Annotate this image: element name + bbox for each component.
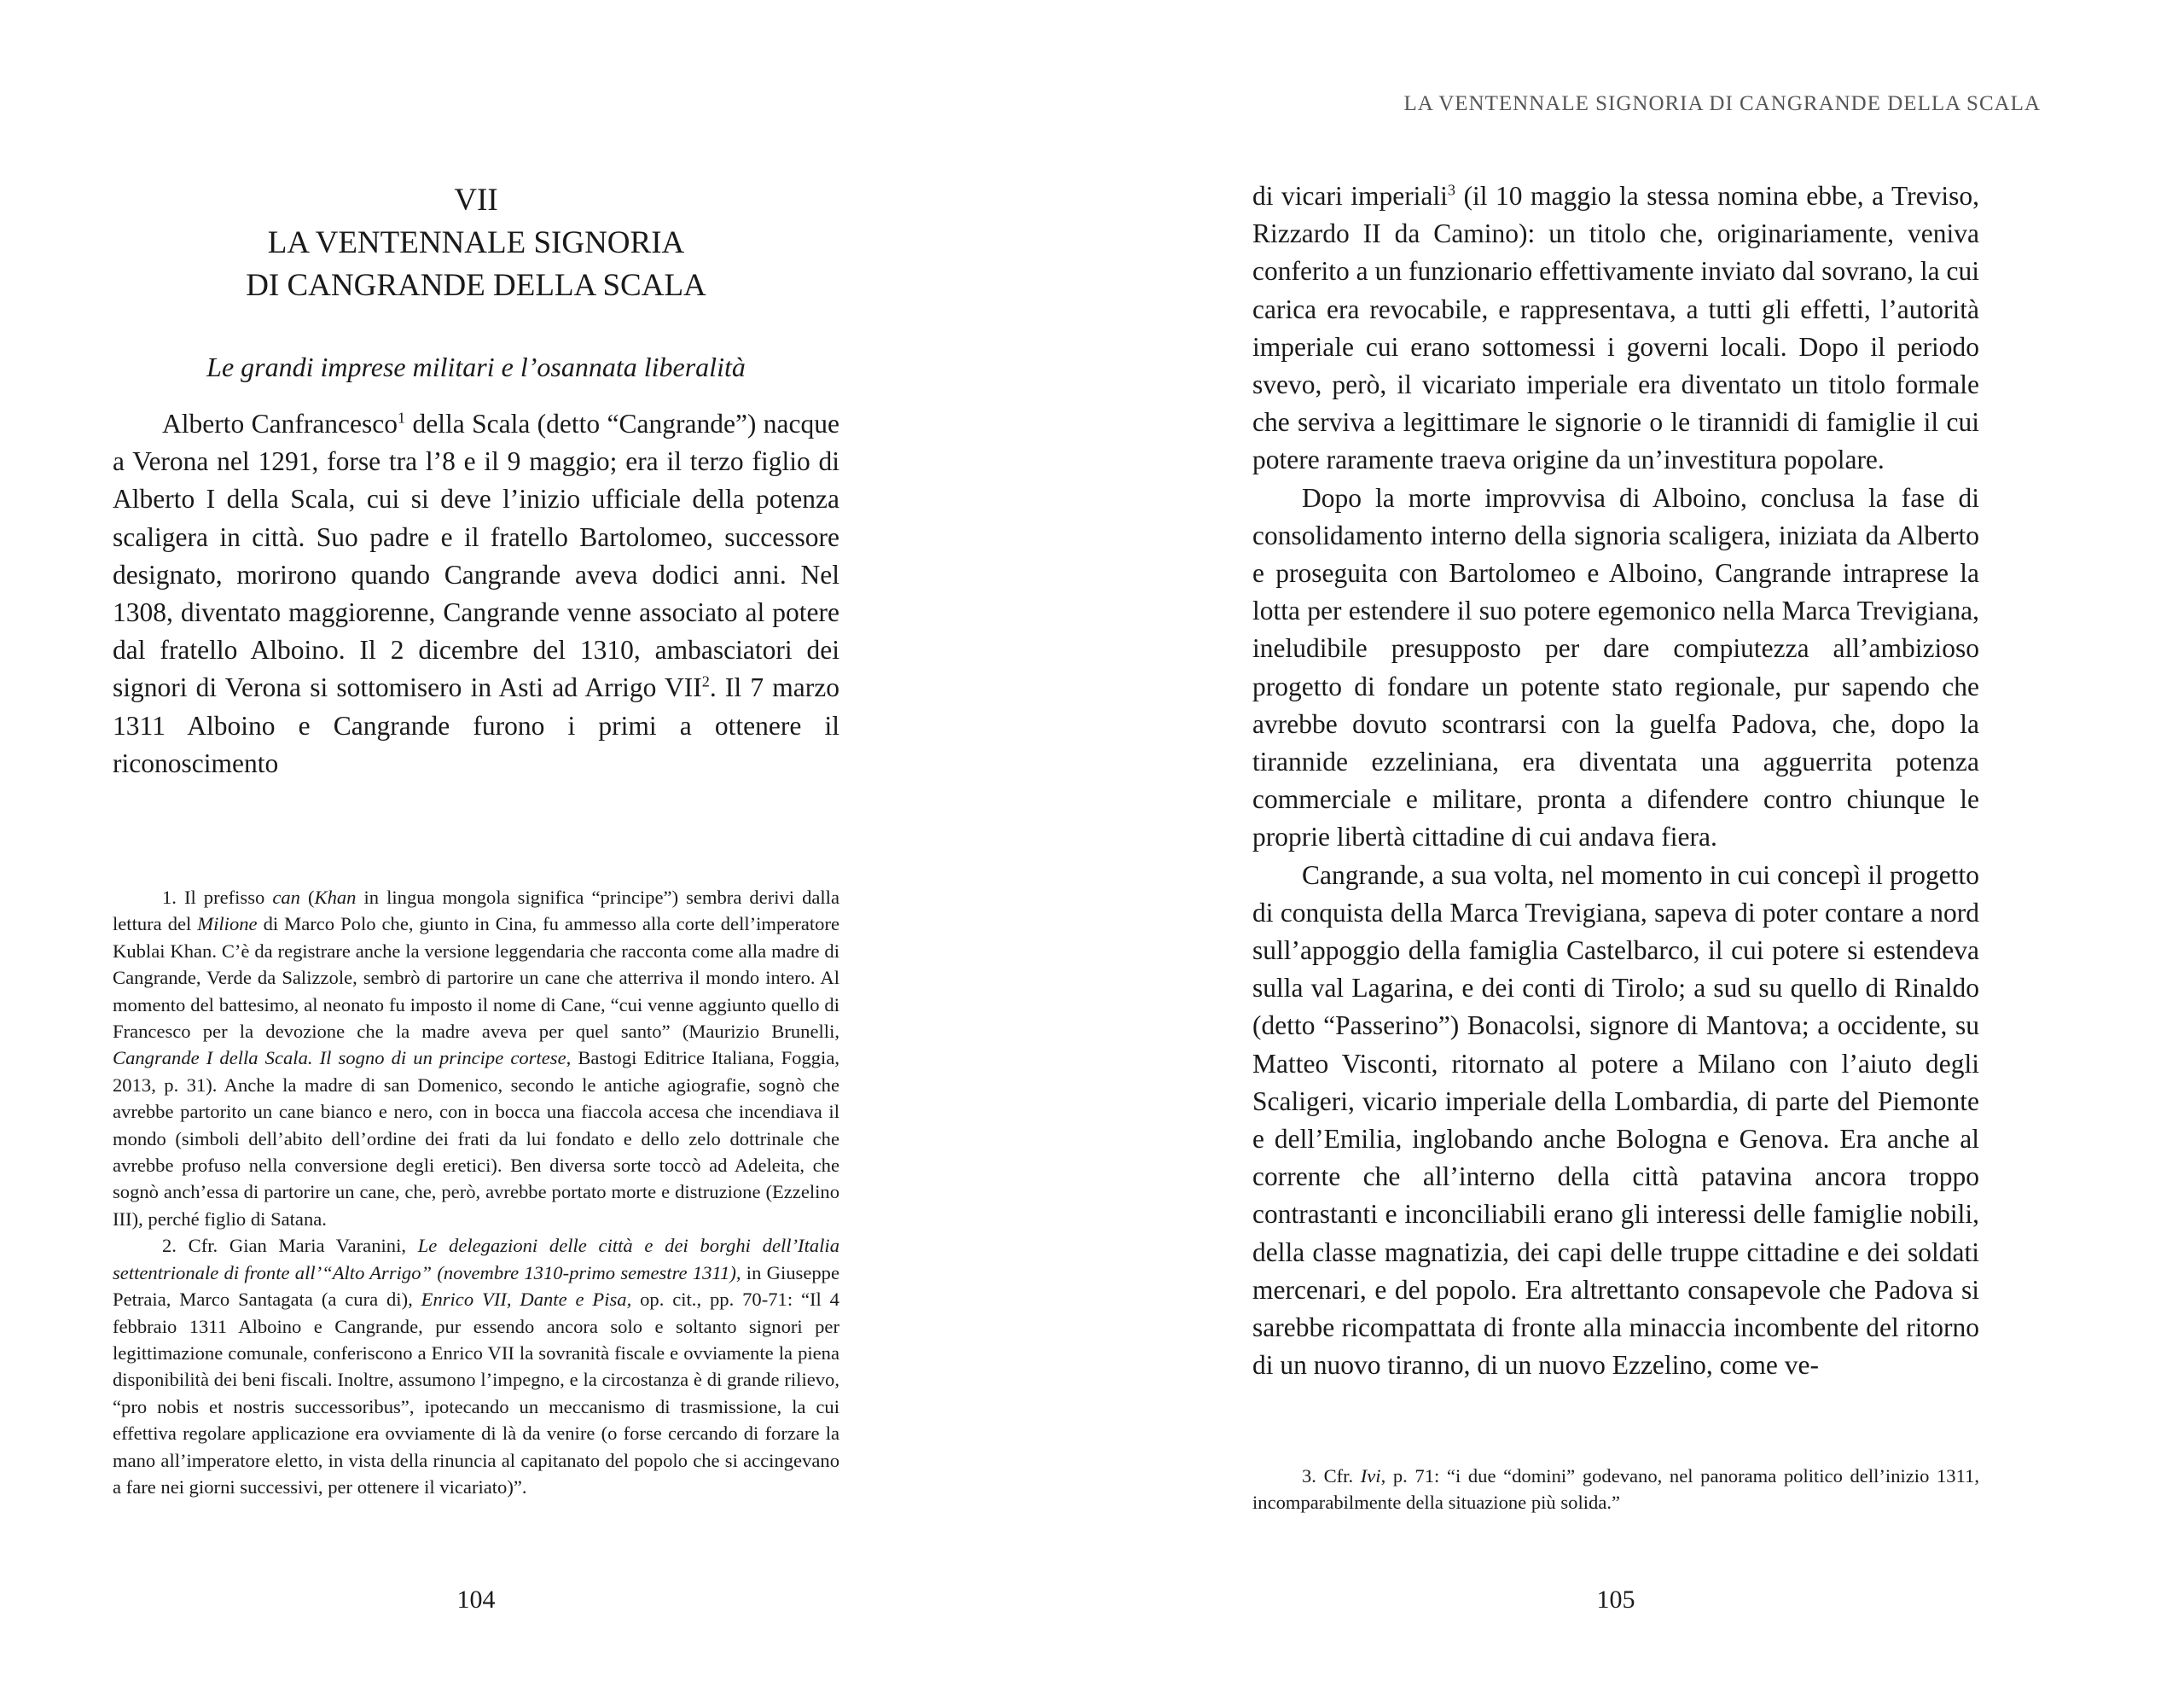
text-run: in Giuseppe Petraia, Marco Santagata (a cura di), xyxy=(113,1261,839,1311)
italic-run: can xyxy=(272,887,300,908)
footnote-ref-1: 1 xyxy=(398,409,406,427)
left-paragraph-1 xyxy=(113,405,839,783)
text-run: op. cit., pp. 70-71: “Il 4 febbraio 1311 Alboino e Cangrande, pur essendo ancora solo e soltanto signori per legittimazione comunale, conferiscono a Enrico VII la sovranità fiscale e ovviamente la piena disponibilità dei beni fiscali. Inoltre, assumono l’impegno, e la circostanza è di grande rilievo, “pro nobis et nostris successoribus”, ipotecando un meccanismo di trasmissione, la cui effettiva regolare applicazione era ovviamente di là da venire (o forse cercando di forzare la mano all’imperatore eletto, in vista della rinuncia al capitanato del popolo che si accingevano a fare nei giorni successivi, per ottenere il vicariato)”. xyxy=(113,1289,839,1498)
right-paragraph-2: Dopo la morte improvvisa di Alboino, conclusa la fase di consolidamento interno della signoria scaligera, iniziata da Alberto e proseguita con Bartolomeo e Alboino, Cangrande intraprese la lotta per estendere il suo potere egemonico nella Marca Trevigiana, ineludibile presupposto per dare compiutezza all’ambizioso progetto di fondare un potente stato regionale, pur sapendo che avrebbe dovuto scontrarsi con la guelfa Padova, che, dopo la tirannide ezzeliniana, era diventata una agguerrita potenza commerciale e militare, pronta a difendere contro chiunque le proprie libertà cittadine di cui andava fiera. xyxy=(1252,482,1979,852)
footnote-2 xyxy=(113,1232,839,1500)
text-run: (il 10 maggio la stessa nomina ebbe, a Treviso, Rizzardo II da Camino): un titolo che, originariamente, veniva conferito a un funzionario effettivamente inviato dal sovrano, la cui carica era revocabile, e rappresentava, a tutti gli effetti, l’autorità imperiale cui erano sottomessi i governi locali. Dopo il periodo svevo, però, il vicariato imperiale era diventato un titolo formale che serviva a legittimare le signorie o le tirannidi di famiglie il cui potere raramente traeva origine da un’investitura popolare. xyxy=(1252,181,1979,475)
footnote-3 xyxy=(1252,1463,1979,1516)
right-paragraph-1 xyxy=(1252,177,1979,480)
page-number-right: 105 xyxy=(1596,1586,1635,1614)
text-run: , Bastogi Editrice Italiana, Foggia, 2013, p. 31). Anche la madre di san Domenico, secondo le antiche agiografie, sognò che avrebbe partorito un cane bianco e nero, con in bocca una fiaccola accesa che incendiava il mondo (simboli dell’abito dell’ordine dei frati da lui fondato e dello zelo dottrinale che avrebbe profuso nella conversione degli eretici). Ben diversa sorte toccò ad Adeleita, che sognò anch’essa di partorire un cane, che, però, avrebbe portato morte e distruzione (Ezzelino III), perché figlio di Satana. xyxy=(113,1047,839,1230)
right-footnotes xyxy=(1252,1463,1979,1516)
italic-run: Milione xyxy=(197,913,258,935)
section-title: Le grandi imprese militari e l’osannata liberalità xyxy=(206,352,746,382)
text-run: . Il 7 marzo 1311 Alboino e Cangrande furono i primi a ottenere il riconoscimento xyxy=(113,672,839,778)
italic-run: Enrico VII, Dante e Pisa, xyxy=(421,1289,632,1311)
right-body-text xyxy=(1252,177,1979,1385)
footnote-ref-2: 2 xyxy=(701,672,710,690)
left-footnotes xyxy=(113,884,839,1500)
text-run: ( xyxy=(299,887,315,908)
text-run: di vicari imperiali xyxy=(1252,181,1448,211)
italic-run: Khan xyxy=(314,887,357,908)
right-page xyxy=(1092,0,2184,1699)
chapter-number: VII xyxy=(454,183,498,218)
left-body-text xyxy=(113,405,839,783)
chapter-heading xyxy=(113,179,839,307)
text-run: 2. Cfr. Gian Maria Varanini, xyxy=(162,1235,418,1257)
italic-run: Ivi xyxy=(1360,1465,1381,1487)
text-run: , p. 71: “i due “domini” godevano, nel panorama politico dell’inizio 1311, incomparabilmente della situazione più solida.” xyxy=(1252,1465,1979,1514)
running-head: LA VENTENNALE SIGNORIA DI CANGRANDE DELLA SCALA xyxy=(1403,92,2041,115)
footnote-ref-3: 3 xyxy=(1447,181,1456,199)
footnote-1 xyxy=(113,884,839,1232)
text-run: della Scala (detto “Cangrande”) nacque a Verona nel 1291, forse tra l’8 e il 9 maggio; era il terzo figlio di Alberto I della Scala, cui si deve l’inizio ufficiale della potenza scaligera in città. Suo padre e il fratello Bartolomeo, successore designato, morirono quando Cangrande aveva dodici anni. Nel 1308, diventato maggiorenne, Cangrande venne associato al potere dal fratello Alboino. Il 2 dicembre del 1310, ambasciatori dei signori di Verona si sottomisero in Asti ad Arrigo VII xyxy=(113,409,839,703)
chapter-title-line2: DI CANGRANDE DELLA SCALA xyxy=(246,268,706,303)
italic-run: Le delegazioni delle città e dei borghi dell’Italia settentrionale di fronte all’“Alto Arrigo” (novembre 1310-primo semestre 1311), xyxy=(113,1235,839,1283)
italic-run: Cangrande I della Scala. Il sogno di un principe cortese xyxy=(113,1047,566,1069)
text-run: 3. Cfr. xyxy=(1302,1465,1361,1487)
text-run: Alberto Canfrancesco xyxy=(162,409,398,439)
text-run: 1. Il prefisso xyxy=(162,887,273,908)
text-run: di Marco Polo che, giunto in Cina, fu ammesso alla corte dell’imperatore Kublai Khan. C’è da registrare anche la versione leggendaria che racconta come alla madre di Cangrande, Verde da Salizzole, sembrò di partorire un cane che atterriva il mondo intero. Al momento del battesimo, al neonato fu imposto il nome di Cane, “cui venne aggiunto quello di Francesco per la devozione che la madre aveva per quel santo” (Maurizio Brunelli, xyxy=(113,913,840,1043)
chapter-title-line1: LA VENTENNALE SIGNORIA xyxy=(267,225,685,260)
right-paragraph-3: Cangrande, a sua volta, nel momento in cui concepì il progetto di conquista della Marca Trevigiana, sapeva di poter contare a nord sull’appoggio della famiglia Castelbarco, il cui potere si estendeva sulla val Lagarina, e dei conti di Tirolo; a sud su quello di Rinaldo (detto “Passerino”) Bonacolsi, signore di Mantova; a occidente, su Matteo Visconti, ritornato al potere a Milano con l’aiuto degli Scaligeri, vicario imperiale della Lombardia, di parte del Piemonte e dell’Emilia, inglobando anche Bologna e Genova. Era anche al corrente che all’interno della città patavina ancora troppo contrastanti e inconciliabili erano gli interessi delle famiglie nobili, della classe magnatizia, dei capi delle truppe cittadine e dei soldati mercenari, e del popolo. Era altrettanto consapevole che Padova si sarebbe ricompattata di fronte alla minaccia incombente del ritorno di un nuovo tiranno, di un nuovo Ezzelino, come ve- xyxy=(1252,859,1979,1381)
page-number-left: 104 xyxy=(456,1586,496,1614)
text-run: in lingua mongola significa “principe”) sembra derivi dalla lettura del xyxy=(113,887,839,935)
